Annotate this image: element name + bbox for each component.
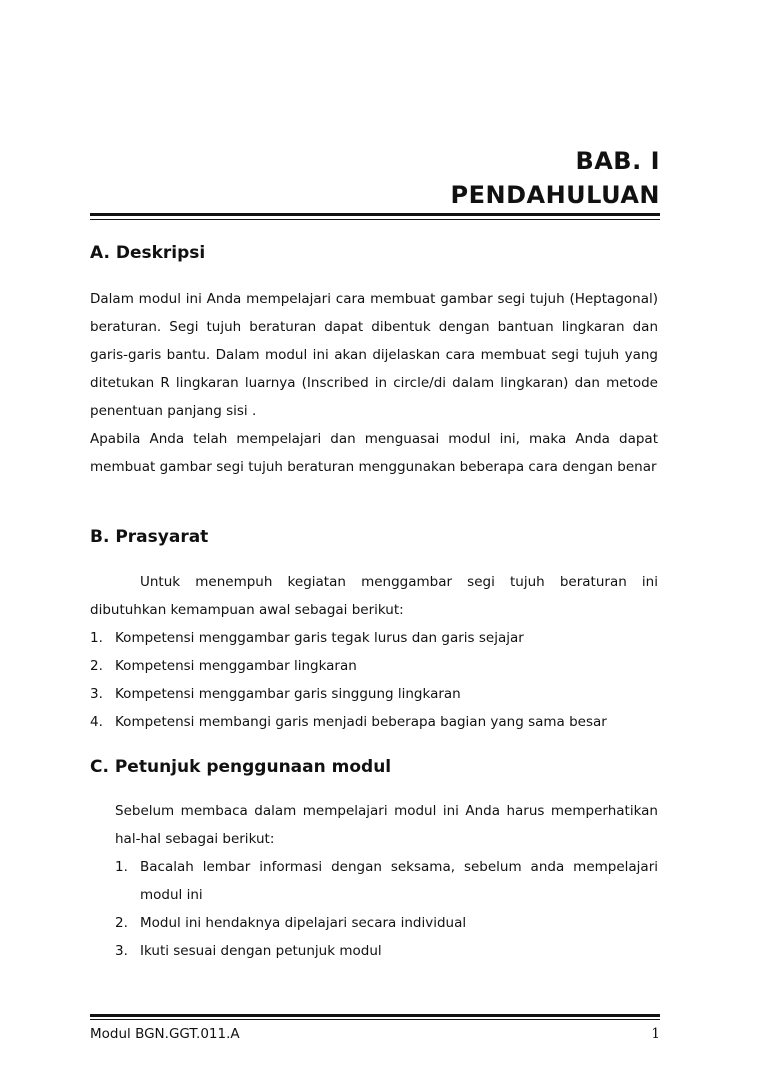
list-item — [115, 937, 658, 965]
list-item — [90, 708, 658, 736]
list-item-text: Bacalah lembar informasi dengan seksama, sebelum anda mempelajari modul ini — [140, 859, 658, 903]
list-item-number: 1. — [115, 859, 128, 875]
chapter-title: PENDAHULUAN — [450, 181, 660, 209]
list-item — [115, 909, 658, 937]
section-heading-deskripsi: A. Deskripsi — [90, 243, 206, 263]
list-item — [90, 652, 658, 680]
list-item-number: 2. — [115, 915, 128, 931]
prasyarat-intro-line-2: dibutuhkan kemampuan awal sebagai berikut: — [90, 602, 404, 618]
footer-rule-thin — [90, 1019, 660, 1020]
list-item — [115, 853, 658, 909]
list-item-number: 3. — [115, 943, 128, 959]
prasyarat-list — [90, 624, 658, 736]
chapter-title-block — [451, 144, 661, 212]
list-item-text: Modul ini hendaknya dipelajari secara individual — [140, 915, 467, 931]
prasyarat-intro-line-1: Untuk menempuh kegiatan menggambar segi tujuh beraturan ini — [140, 574, 658, 590]
petunjuk-intro: Sebelum membaca dalam mempelajari modul ini Anda harus memperhatikan hal-hal sebagai berikut: — [115, 803, 658, 847]
list-item — [90, 624, 658, 652]
list-item-text: Kompetensi membangi garis menjadi beberapa bagian yang sama besar — [115, 714, 607, 730]
list-item — [90, 680, 658, 708]
list-item-number: 2. — [90, 658, 103, 674]
page-number: 1 — [651, 1026, 660, 1042]
section-heading-prasyarat: B. Prasyarat — [90, 527, 209, 547]
list-item-number: 3. — [90, 686, 103, 702]
footer-rule — [90, 1014, 660, 1017]
list-item-number: 1. — [90, 630, 103, 646]
list-item-number: 4. — [90, 714, 103, 730]
section-heading-petunjuk: C. Petunjuk penggunaan modul — [90, 757, 392, 777]
list-item-text: Kompetensi menggambar garis singgung lingkaran — [115, 686, 461, 702]
deskripsi-paragraph-2: Apabila Anda telah mempelajari dan menguasai modul ini, maka Anda dapat membuat gambar segi tujuh beraturan menggunakan beberapa cara dengan benar — [90, 431, 658, 475]
chapter-number: BAB. I — [575, 147, 660, 175]
list-item-text: Kompetensi menggambar garis tegak lurus dan garis sejajar — [115, 630, 524, 646]
footer-module-code: Modul BGN.GGT.011.A — [90, 1026, 240, 1042]
title-rule — [90, 213, 660, 216]
deskripsi-paragraph-1: Dalam modul ini Anda mempelajari cara membuat gambar segi tujuh (Heptagonal) beraturan. Segi tujuh beraturan dapat dibentuk dengan bantuan lingkaran dan garis-garis bantu. Dalam modul ini akan dijelaskan cara membuat segi tujuh yang ditetukan R lingkaran luarnya (Inscribed in circle/di dalam lingkaran) dan metode penentuan panjang sisi . — [90, 291, 658, 419]
list-item-text: Kompetensi menggambar lingkaran — [115, 658, 357, 674]
petunjuk-list — [115, 853, 658, 965]
list-item-text: Ikuti sesuai dengan petunjuk modul — [140, 943, 382, 959]
title-rule-thin — [90, 219, 660, 220]
